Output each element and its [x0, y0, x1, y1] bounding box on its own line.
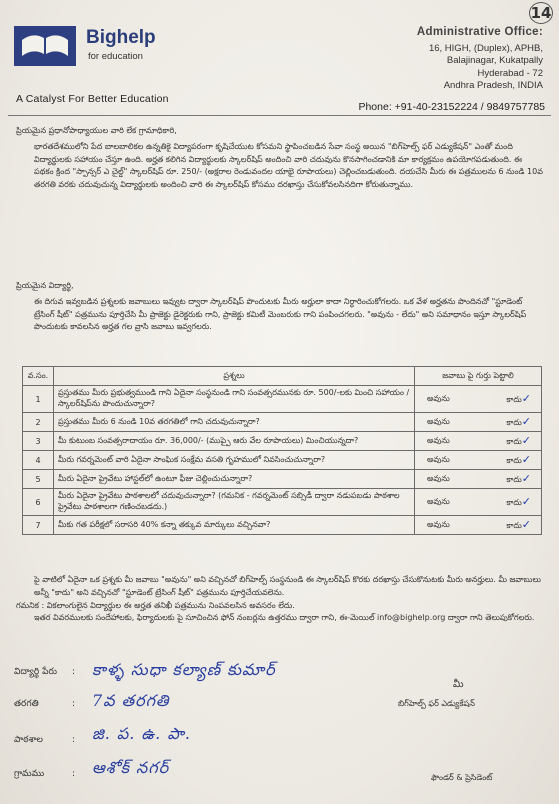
address-line: Balajinagar, Kukatpally	[446, 55, 543, 66]
check-mark-icon: ✓	[521, 518, 531, 531]
answer-cell[interactable]	[415, 516, 542, 535]
no-option[interactable]: కాదు	[506, 498, 522, 507]
open-book-logo-icon	[14, 26, 76, 66]
intro-paragraph: భారతదేశములోని పేద బాలబాలికల ఉన్నతికై విద్యాపరంగా కృషిచేయుట కోసమని స్థాపించబడిన సేవా సంస్థ అయిన "బిగ్‌హెల్ప్ ఫర్ ఎడ్యుకేషన్" ఎంతో మంది విద్యార్థులకు సహాయం చేస్తూ ఉంది. అర్హత కలిగిన విద్యార్థులకు స్కాలర్‌షిప్ అందించి వారి చదువును కొనసాగించడానికి మా కార్యక్రమం ఉపయోగపడుతుంది. ఈ పథకం క్రింద "స్పాన్సర్ ఎ చైల్డ్" స్కాలర్‌షిప్ రూ. 250/- (అక్షరాల రెండువందల యాభై రూపాయలు) చెల్లించబడుతుంది. దయచేసి మీరు ఈ పత్రములను 6 నుండి 10వ తరగతి వరకు చదువుచున్న విద్యార్థులకు అందించి వారి ఈ స్కాలర్‌షిప్ కోసము దరఖాస్తు చేసుకోవలసినదిగా కోరుతున్నాము.	[34, 141, 543, 190]
yes-option[interactable]: అవును	[427, 473, 450, 483]
field-label-village: గ్రామము	[14, 769, 45, 779]
row-number: 1	[23, 386, 54, 413]
field-colon: :	[72, 667, 76, 677]
student-intro-block	[16, 280, 543, 334]
question-text: మీరు గవర్నమెంట్ వారి ఏదైనా సాంఘిక సంక్షేమ వసతి గృహములో నివసించుచున్నారా?	[54, 451, 415, 470]
question-text: మీ కుటుంబ సంవత్సరాదాయం రూ. 36,000/- (ముప్పై ఆరు వేల రూపాయలు) మించియున్నదా?	[54, 432, 415, 451]
brand-subtitle: for education	[88, 51, 143, 62]
office-address	[383, 26, 543, 93]
field-colon: :	[72, 769, 76, 779]
table-row	[23, 432, 542, 451]
no-option[interactable]: కాదు	[506, 418, 522, 427]
footer-note-1: పై వాటిలో ఏదైనా ఒక ప్రశ్నకు మీ జవాబు "అవును" అని వచ్చినచో బిగ్‌హెల్ప్ సంస్థనుండి ఈ స్కాలర్‌షిప్ కొరకు దరఖాస్తు చేసుకొనుటకు మీరు అనర్హులు. మీ జవాబులు అన్నీ "కాదు" అని వచ్చినచో "స్టూడెంట్ ట్రేసింగ్ షీట్" పత్రమును పూర్తిచేయవలెను.	[34, 575, 541, 597]
salutation: ప్రియమైన ప్రధానోపాధ్యాయుల వారి లేక గ్రామాధికారి,	[16, 126, 177, 135]
field-label-school: పాఠశాల	[14, 735, 43, 745]
field-colon: :	[72, 699, 76, 709]
row-number: 4	[23, 451, 54, 470]
table-row	[23, 413, 542, 432]
address-line: 16, HIGH, (Duplex), APHB,	[428, 42, 543, 54]
table-row	[23, 516, 542, 535]
handwritten-class[interactable]: 7వ తరగతి	[92, 691, 170, 710]
row-number: 2	[23, 413, 54, 432]
table-row	[23, 386, 542, 413]
question-text: ప్రస్తుతము మీరు ప్రభుత్వముండి గాని ఏదైనా సంస్థనుండి గాని సంవత్సరమునకు రూ. 500/-లకు మించి సహాయం / స్కాలర్‌షిప్‌ను పొందుచున్నారా?	[54, 386, 415, 413]
phone-numbers: Phone: +91-40-23152224 / 9849757785	[358, 101, 545, 113]
no-option[interactable]: కాదు	[506, 395, 522, 404]
handwritten-student-name[interactable]: కాళ్ళ సుధా కల్యాణ్ కుమార్	[92, 660, 276, 679]
check-mark-icon: ✓	[521, 392, 531, 405]
field-label-student-name: విద్యార్థి పేరు	[14, 667, 57, 677]
yes-option[interactable]: అవును	[427, 454, 450, 464]
question-text: ప్రస్తుతము మీరు 6 నుండి 10వ తరగతిలో గాని చదువుచున్నారా?	[54, 413, 415, 432]
signature-organization: బిగ్‌హెల్ప్ ఫర్ ఎడ్యుకేషన్	[398, 699, 475, 708]
no-option[interactable]: కాదు	[506, 521, 522, 530]
footer-notes	[16, 574, 543, 625]
yes-option[interactable]: అవును	[427, 496, 450, 506]
no-option[interactable]: కాదు	[506, 475, 522, 484]
no-option[interactable]: కాదు	[506, 437, 522, 446]
catalyst-tagline: A Catalyst For Better Education	[16, 93, 169, 105]
student-salutation: ప్రియమైన విద్యార్థి,	[16, 281, 74, 290]
table-row	[23, 489, 542, 516]
check-mark-icon: ✓	[521, 434, 531, 447]
office-title: Administrative Office:	[416, 26, 543, 38]
question-text: మీరు ఏదైనా ప్రైవేటు హాస్టల్‌లో ఉంటూ ఫీజు చెల్లించుచున్నారా?	[54, 470, 415, 489]
table-row	[23, 470, 542, 489]
col-serial: వ.సం.	[23, 367, 54, 386]
page-number: 14	[530, 4, 552, 22]
check-mark-icon: ✓	[521, 472, 531, 485]
check-mark-icon: ✓	[521, 415, 531, 428]
field-label-class: తరగతి	[14, 699, 39, 709]
answer-cell[interactable]	[415, 432, 542, 451]
col-questions: ప్రశ్నలు	[54, 367, 415, 386]
row-number: 6	[23, 489, 54, 516]
yes-option[interactable]: అవును	[427, 416, 450, 426]
answer-cell[interactable]	[415, 413, 542, 432]
check-mark-icon: ✓	[521, 495, 531, 508]
no-option[interactable]: కాదు	[506, 456, 522, 465]
field-colon: :	[72, 735, 76, 745]
letter-intro-block	[16, 125, 543, 192]
address-line: Andhra Pradesh, INDIA	[443, 80, 543, 91]
eligibility-table	[22, 366, 542, 535]
answer-cell[interactable]	[415, 470, 542, 489]
signature-founder: ఫౌండర్ & ప్రెసిడెంట్	[431, 773, 493, 782]
table-header-row	[23, 367, 542, 386]
check-mark-icon: ✓	[521, 453, 531, 466]
handwritten-village[interactable]: ఆశోక్ నగర్	[92, 758, 170, 777]
row-number: 5	[23, 470, 54, 489]
footer-note-2: గమనిక : వికలాంగులైన విద్యార్థుల ఈ అర్హత తనిఖీ పత్రమును నింపవలసిన అవసరం లేదు.	[16, 600, 295, 610]
yes-option[interactable]: అవును	[427, 519, 450, 529]
answer-cell[interactable]	[415, 451, 542, 470]
header-divider	[8, 115, 551, 116]
signature-mark: మీ	[453, 679, 464, 690]
question-text: మీకు గత పరీక్షలో సరాసరి 40% కన్నా తక్కువ మార్కులు వచ్చినవా?	[54, 516, 415, 535]
brand-name: Bighelp	[86, 27, 156, 48]
footer-note-3: ఇతర వివరములకు సందేహాలకు, ఫిర్యాదులకు పై సూచించిన ఫోన్ నంబర్లను ఉత్తరము ద్వారా గాని, ఈ-మెయిల్ info@bighelp.org ద్వారా గాని తెలుపుకోగలరు.	[34, 613, 535, 623]
address-line: Hyderabad - 72	[477, 67, 543, 79]
yes-option[interactable]: అవును	[427, 393, 450, 403]
row-number: 7	[23, 516, 54, 535]
row-number: 3	[23, 432, 54, 451]
yes-option[interactable]: అవును	[427, 435, 450, 445]
col-answer: జవాబు పై గుర్తు పెట్టాలి	[415, 367, 542, 386]
student-intro-paragraph: ఈ దిగువ ఇవ్వబడిన ప్రశ్నలకు జవాబులు ఇవ్వుట ద్వారా స్కాలర్‌షిప్ పొందుటకు మీరు అర్హులా కాదా నిర్ధారించుకోగలరు. ఒక వేళ అర్హతను పొందినచో "స్టూడెంట్ ట్రేసింగ్ షీట్" పత్రమును పూర్తిచేసి మీ ప్రాజెక్టు డైరెక్టరుకు గాని, ప్రాజెక్టు కమిటీ మెంబరుకు గాని పంపించగలరు. "అవును - లేదు" అని సమాధానం ఇస్తూ స్కాలర్‌షిప్ పొందుటకు కావలసిన అర్హత గల వ్రాసి జవాబు ఇవ్వగలరు.	[34, 296, 527, 332]
answer-cell[interactable]	[415, 386, 542, 413]
table-row	[23, 451, 542, 470]
answer-cell[interactable]	[415, 489, 542, 516]
handwritten-school[interactable]: జి. ప. ఉ. పా.	[92, 724, 191, 743]
question-text: మీరు ఏదైనా ప్రైవేటు పాఠశాలలో చదువుచున్నారా? (గమనిక - గవర్నమెంట్ సబ్సిడీ ద్వారా నడుపబడు పాఠశాల ప్రైవేటు పాఠశాలగా గణించబడదు.)	[54, 489, 415, 516]
